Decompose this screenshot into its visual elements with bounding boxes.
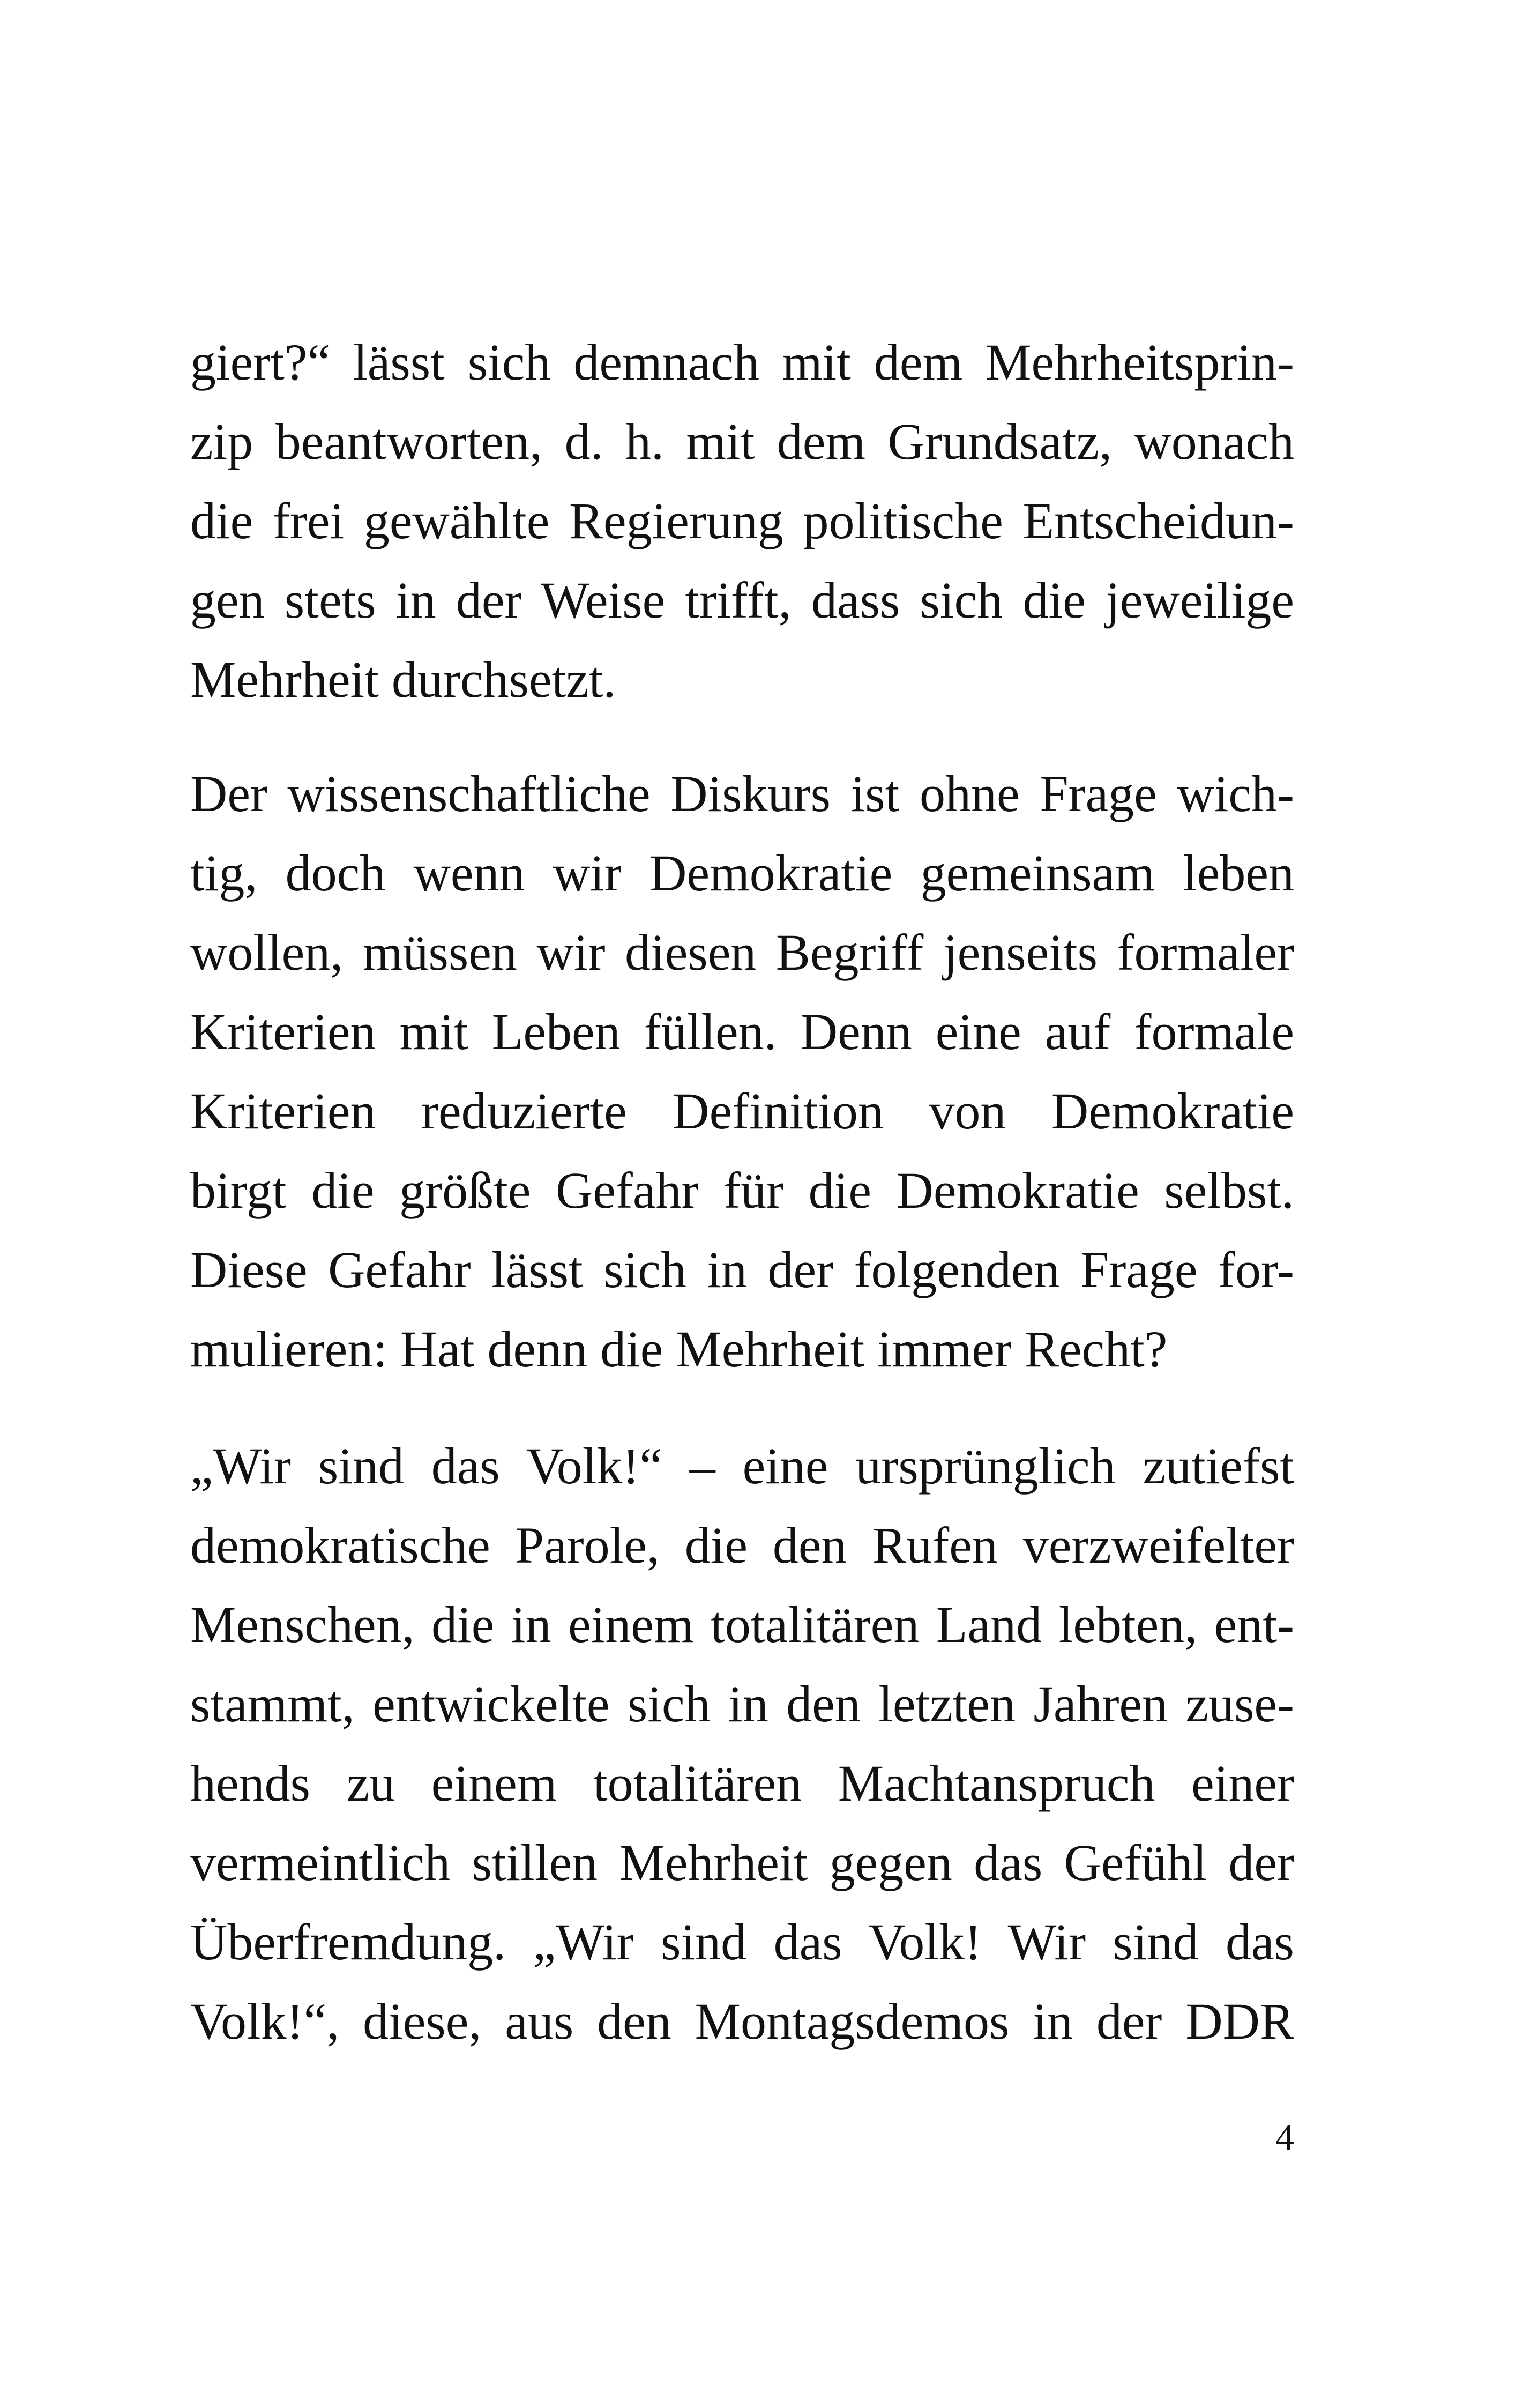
text-line: Mehrheit durchsetzt. [190,651,616,708]
text-line: die frei gewählte Regierung politische Entscheidun- [190,492,1294,549]
text-line: zip beantworten, d. h. mit dem Grundsatz, wonach [190,413,1294,470]
text-line: giert?“ lässt sich demnach mit dem Mehrheitsprin- [190,333,1294,391]
text-line: demokratische Parole, die den Rufen verzweifelter [190,1517,1294,1574]
text-line: Überfremdung. „Wir sind das Volk! Wir sind das [190,1913,1294,1971]
text-line: tig, doch wenn wir Demokratie gemeinsam leben [190,844,1294,902]
text-line: „Wir sind das Volk!“ – eine ursprünglich zutiefst [190,1437,1294,1495]
text-line: birgt die größte Gefahr für die Demokratie selbst. [190,1162,1294,1219]
paragraph-2 [190,754,1294,1389]
paragraph-1 [190,323,1294,719]
text-line: gen stets in der Weise trifft, dass sich die jeweilige [190,571,1294,629]
text-line: vermeintlich stillen Mehrheit gegen das Gefühl der [190,1834,1294,1891]
text-line: Diese Gefahr lässt sich in der folgenden Frage for- [190,1241,1294,1298]
text-line: Der wissenschaftliche Diskurs ist ohne Frage wich- [190,765,1294,822]
page-number: 4 [1275,2117,1294,2158]
text-line: stammt, entwickelte sich in den letzten Jahren zuse- [190,1675,1294,1733]
text-line: Menschen, die in einem totalitären Land lebten, ent- [190,1596,1294,1653]
text-line: wollen, müssen wir diesen Begriff jenseits formaler [190,924,1294,981]
text-line: hends zu einem totalitären Machtanspruch einer [190,1755,1294,1812]
text-line: Kriterien mit Leben füllen. Denn eine auf formale [190,1003,1294,1060]
text-line: Kriterien reduzierte Definition von Demokratie [190,1082,1294,1140]
paragraph-3 [190,1426,1294,2061]
text-line: Volk!“, diese, aus den Montagsdemos in der DDR [190,1993,1294,2050]
text-line: mulieren: Hat denn die Mehrheit immer Recht? [190,1320,1168,1378]
